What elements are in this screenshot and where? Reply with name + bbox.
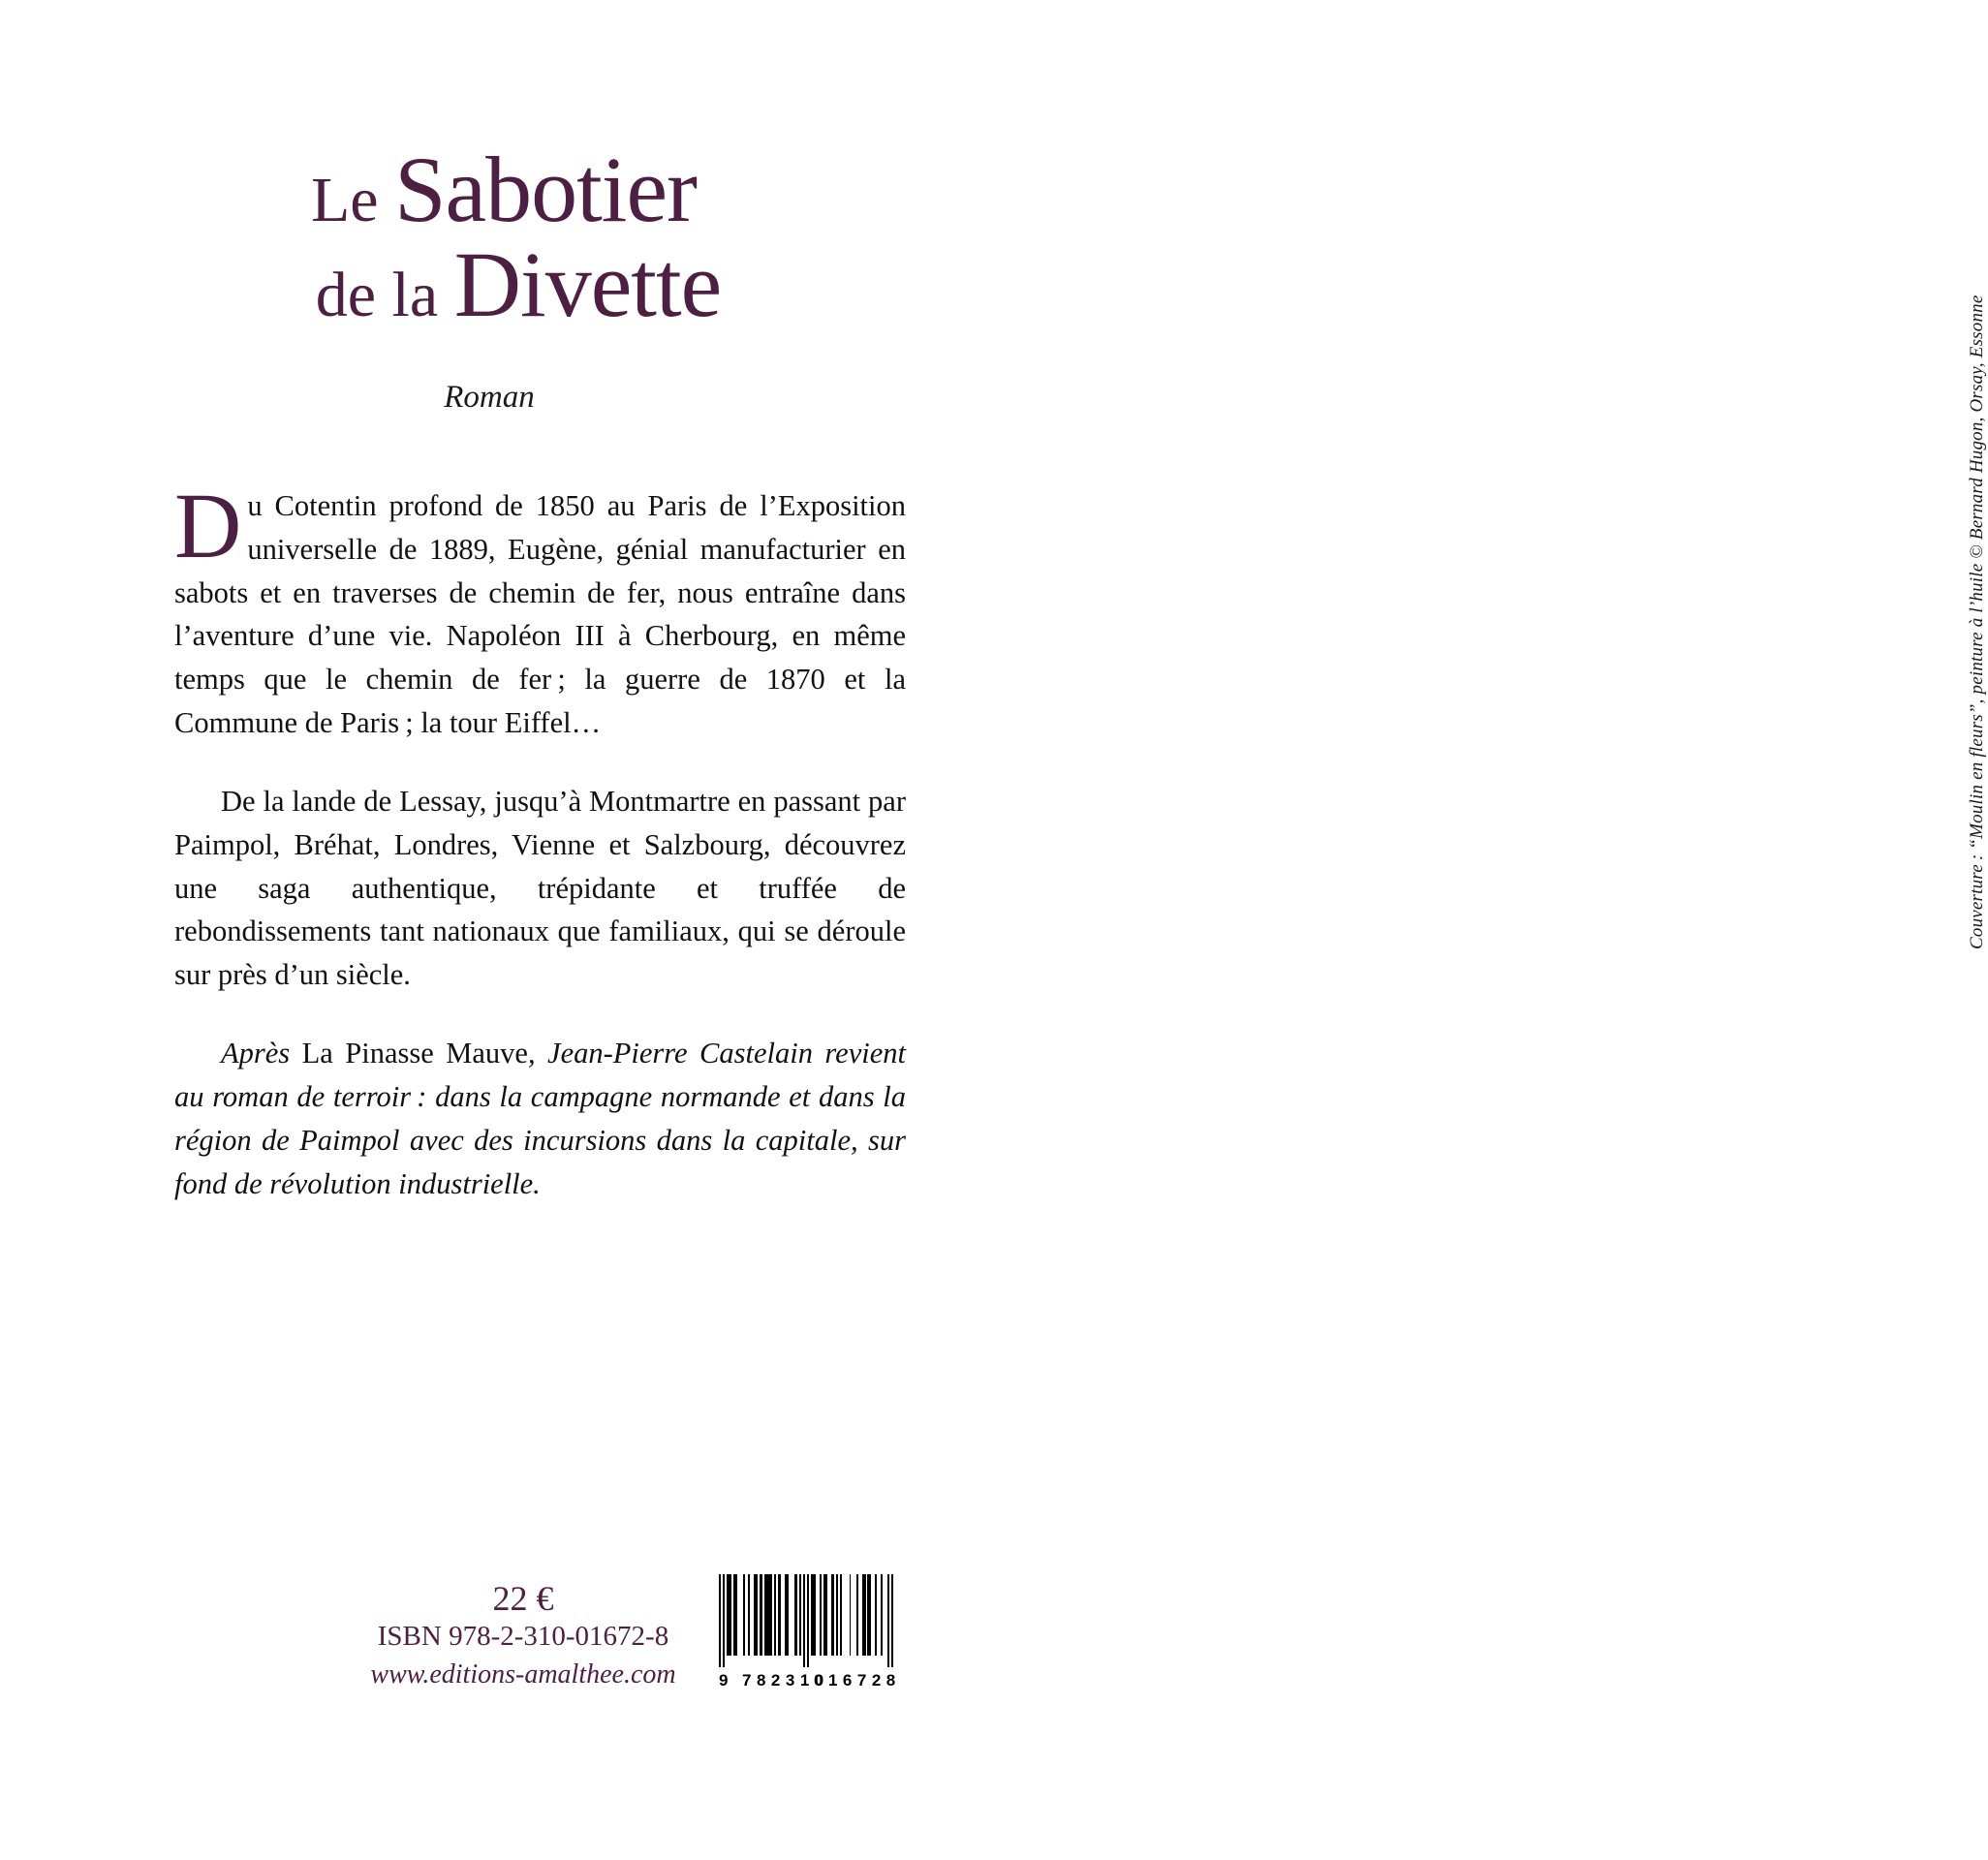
barcode-bar (803, 1574, 805, 1667)
blurb-text (174, 474, 906, 1205)
barcode-bar (794, 1574, 798, 1656)
barcode-bar (743, 1574, 745, 1656)
barcode-bar (887, 1574, 889, 1667)
price-label: 22 € (492, 1579, 554, 1618)
blurb-paragraph-3-lead: Après (221, 1037, 302, 1070)
barcode-bar (733, 1574, 737, 1656)
barcode-bar (836, 1574, 838, 1656)
barcode-bars (719, 1574, 893, 1667)
drop-cap-letter: D (174, 474, 242, 577)
title-word-divette: Divette (453, 232, 722, 337)
title-word-sabotier: Sabotier (394, 138, 698, 241)
barcode-bar (754, 1574, 758, 1656)
genre-label: Roman (444, 380, 535, 415)
title-word-le: Le (310, 165, 379, 235)
barcode-bar (820, 1574, 822, 1656)
cover-credit-container (998, 294, 1987, 1221)
title-space-1 (379, 165, 395, 235)
barcode-bar (719, 1574, 721, 1667)
blurb-paragraph-1 (174, 474, 906, 745)
barcode-bar (785, 1574, 789, 1656)
barcode-bar (840, 1574, 842, 1656)
barcode-bar (823, 1574, 827, 1656)
title-space-2 (438, 260, 454, 330)
ean13-barcode (719, 1574, 901, 1698)
barcode-bar (867, 1574, 871, 1656)
blurb-paragraph-1-text: u Cotentin profond de 1850 au Paris de l’Exposition universelle de 1889, Eugène, génial manufacturier en sabots et en traverses de chemin de fer, nous entraîne dans l’aventure d’une vie. Napoléon III à Cherbourg, en même temps que le chemin de fer ; la guerre de 1870 et la Commune de Paris ; la tour Eiffel… (174, 489, 906, 740)
publisher-website[interactable]: www.editions-amalthee.com (370, 1659, 676, 1690)
isbn-label: ISBN 978-2-310-01672-8 (377, 1621, 669, 1653)
title-line-2 (0, 232, 978, 337)
barcode-digits (719, 1667, 901, 1692)
title-line-1 (0, 138, 978, 241)
barcode-bar (850, 1574, 852, 1656)
barcode-bar (856, 1574, 858, 1656)
blurb-paragraph-2: De la lande de Lessay, jusqu’à Montmartre en passant par Paimpol, Bréhat, Londres, Vienne et Salzbourg, découvrez une saga authentique, trépidante et truffée de rebondissements tant nationaux que familiaux, qui se déroule sur près d’un siècle. (174, 784, 906, 992)
cover-credit: Couverture : “Moulin en fleurs”, peinture à l’huile © Bernard Hugon, Orsay, Essonne (1967, 294, 1987, 949)
blurb-paragraph-3-rest: , Jean-Pierre Castelain revient au roman de terroir : dans la campagne normande et dans la région de Paimpol avec des incursions dans la capitale, sur fond de révolution industrielle. (174, 1037, 906, 1200)
barcode-left-group: 782310 (742, 1671, 829, 1690)
book-title (0, 138, 978, 337)
barcode-bar (760, 1574, 763, 1656)
barcode-bar (774, 1574, 776, 1656)
title-word-dela: de la (315, 260, 439, 331)
barcode-bar (862, 1574, 866, 1656)
barcode-bar (875, 1574, 877, 1656)
publisher-footer (349, 1579, 698, 1691)
barcode-bar (799, 1574, 801, 1656)
blurb-paragraph-3 (174, 1032, 906, 1205)
barcode-lead-digit: 9 (719, 1671, 729, 1690)
barcode-bar (727, 1574, 732, 1656)
barcode-bar (764, 1574, 772, 1656)
barcode-right-group: 016728 (814, 1671, 901, 1690)
barcode-bar (748, 1574, 750, 1656)
barcode-bar (811, 1574, 817, 1656)
barcode-bar (891, 1574, 893, 1667)
barcode-bar (723, 1574, 725, 1667)
barcode-bar (831, 1574, 835, 1656)
referenced-book-title: La Pinasse Mauve (301, 1037, 528, 1070)
barcode-bar (807, 1574, 809, 1667)
barcode-bar (778, 1574, 782, 1656)
barcode-bar (881, 1574, 883, 1656)
